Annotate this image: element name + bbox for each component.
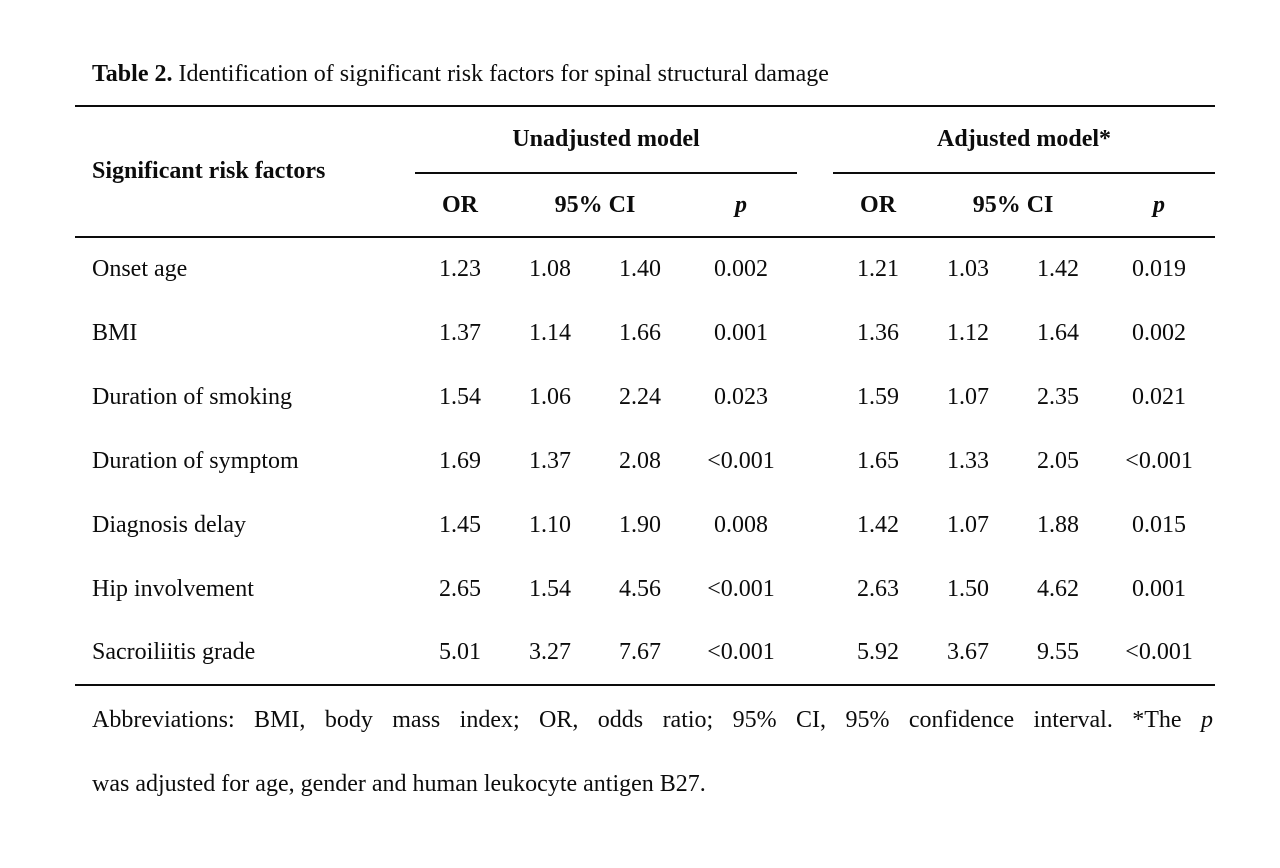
risk-factor-name: Onset age	[92, 256, 188, 282]
unadjusted-or-value: 1.37	[439, 319, 481, 346]
footnote-italic-p: p	[1201, 707, 1213, 733]
adjusted-p-value: 0.015	[1132, 511, 1187, 538]
unadjusted-p-value: 0.002	[714, 256, 769, 282]
column-gap	[797, 429, 833, 493]
unadjusted-ci-high-value: 1.90	[619, 511, 661, 538]
adjusted-or-value: 2.63	[857, 575, 900, 602]
footnote-abbreviations-text: Abbreviations: BMI, body mass index; OR, odds ratio; 95% CI, 95% confidence interval. *The	[92, 707, 1201, 733]
subheader-unadjusted-or: OR	[415, 173, 505, 237]
unadjusted-ci-high-value: 7.67	[619, 639, 661, 665]
adjusted-or-value: 1.65	[857, 447, 900, 474]
table-row-diagnosis-delay	[75, 493, 1215, 557]
subheader-unadjusted-ci: 95% CI	[505, 173, 685, 237]
footnote-line-1	[75, 686, 1215, 752]
adjusted-or-value: 5.92	[857, 639, 900, 665]
unadjusted-p-value: 0.001	[714, 319, 769, 346]
column-gap	[797, 237, 833, 301]
risk-factor-name: BMI	[92, 319, 138, 346]
adjusted-ci-low-value: 3.67	[947, 639, 990, 665]
table-footnote	[75, 686, 1215, 816]
table-caption-number: Table 2.	[92, 61, 173, 87]
adjusted-p-value: 0.002	[1132, 319, 1187, 346]
column-gap	[797, 365, 833, 429]
adjusted-ci-high-value: 1.42	[1037, 256, 1080, 282]
group-header-unadjusted-model: Unadjusted model	[415, 106, 797, 173]
unadjusted-ci-low-value: 1.08	[529, 256, 571, 282]
adjusted-ci-high-value: 1.88	[1037, 511, 1080, 538]
column-header-risk-factors: Significant risk factors	[75, 106, 415, 237]
adjusted-ci-low-value: 1.07	[947, 383, 990, 410]
adjusted-or-value: 1.21	[857, 256, 900, 282]
unadjusted-ci-high-value: 2.08	[619, 447, 661, 474]
risk-factor-name: Hip involvement	[92, 575, 254, 602]
adjusted-ci-low-value: 1.12	[947, 319, 990, 346]
unadjusted-ci-low-value: 1.10	[529, 511, 571, 538]
table-caption-text: Identification of significant risk factors for spinal structural damage	[172, 61, 829, 87]
risk-factor-name: Duration of symptom	[92, 447, 299, 474]
adjusted-ci-low-value: 1.03	[947, 256, 990, 282]
unadjusted-p-value: <0.001	[707, 447, 775, 474]
unadjusted-ci-high-value: 2.24	[619, 383, 661, 410]
adjusted-p-value: 0.001	[1132, 575, 1187, 602]
footnote-line-2: was adjusted for age, gender and human leukocyte antigen B27.	[92, 771, 706, 797]
table-row-hip-involvement	[75, 557, 1215, 621]
unadjusted-p-value: 0.023	[714, 383, 769, 410]
unadjusted-ci-low-value: 1.54	[529, 575, 571, 602]
unadjusted-or-value: 1.69	[439, 447, 481, 474]
table-row-duration-of-symptom	[75, 429, 1215, 493]
adjusted-ci-low-value: 1.07	[947, 511, 990, 538]
adjusted-ci-high-value: 2.35	[1037, 383, 1080, 410]
adjusted-p-value: <0.001	[1125, 447, 1193, 474]
adjusted-or-value: 1.36	[857, 319, 900, 346]
adjusted-p-value: 0.019	[1132, 256, 1187, 282]
adjusted-ci-high-value: 4.62	[1037, 575, 1080, 602]
column-gap	[797, 493, 833, 557]
adjusted-ci-high-value: 1.64	[1037, 319, 1080, 346]
unadjusted-ci-low-value: 3.27	[529, 639, 571, 665]
unadjusted-ci-low-value: 1.37	[529, 447, 571, 474]
column-gap	[797, 173, 833, 237]
table-row-onset-age	[75, 237, 1215, 301]
adjusted-p-value: <0.001	[1125, 639, 1193, 665]
unadjusted-ci-low-value: 1.14	[529, 319, 571, 346]
risk-factor-name: Diagnosis delay	[92, 511, 246, 538]
table-body	[75, 237, 1215, 685]
risk-factor-name: Duration of smoking	[92, 383, 292, 410]
table-row-bmi	[75, 301, 1215, 365]
unadjusted-ci-high-value: 4.56	[619, 575, 661, 602]
risk-factors-table	[75, 105, 1215, 686]
table-row-sacroiliitis-grade	[75, 621, 1215, 685]
unadjusted-ci-high-value: 1.66	[619, 319, 661, 346]
adjusted-ci-high-value: 2.05	[1037, 447, 1080, 474]
column-gap	[797, 621, 833, 685]
table-header	[75, 106, 1215, 237]
group-header-adjusted-model: Adjusted model*	[833, 106, 1215, 173]
unadjusted-or-value: 1.45	[439, 511, 481, 538]
group-header-row	[75, 106, 1215, 173]
unadjusted-or-value: 2.65	[439, 575, 481, 602]
unadjusted-or-value: 5.01	[439, 639, 481, 665]
adjusted-or-value: 1.42	[857, 511, 900, 538]
adjusted-ci-low-value: 1.33	[947, 447, 990, 474]
adjusted-ci-high-value: 9.55	[1037, 639, 1080, 665]
unadjusted-or-value: 1.23	[439, 256, 481, 282]
unadjusted-or-value: 1.54	[439, 383, 481, 410]
subheader-unadjusted-p: p	[685, 173, 797, 237]
unadjusted-p-value: <0.001	[707, 575, 775, 602]
risk-factor-name: Sacroiliitis grade	[92, 639, 256, 665]
column-gap	[797, 106, 833, 173]
unadjusted-ci-low-value: 1.06	[529, 383, 571, 410]
adjusted-p-value: 0.021	[1132, 383, 1187, 410]
subheader-adjusted-ci: 95% CI	[923, 173, 1103, 237]
adjusted-ci-low-value: 1.50	[947, 575, 990, 602]
subheader-adjusted-or: OR	[833, 173, 923, 237]
unadjusted-p-value: <0.001	[707, 639, 775, 665]
adjusted-or-value: 1.59	[857, 383, 900, 410]
unadjusted-ci-high-value: 1.40	[619, 256, 661, 282]
subheader-adjusted-p: p	[1103, 173, 1215, 237]
column-gap	[797, 301, 833, 365]
table-caption	[92, 56, 1280, 92]
table-row-duration-of-smoking	[75, 365, 1215, 429]
column-gap	[797, 557, 833, 621]
unadjusted-p-value: 0.008	[714, 511, 769, 538]
